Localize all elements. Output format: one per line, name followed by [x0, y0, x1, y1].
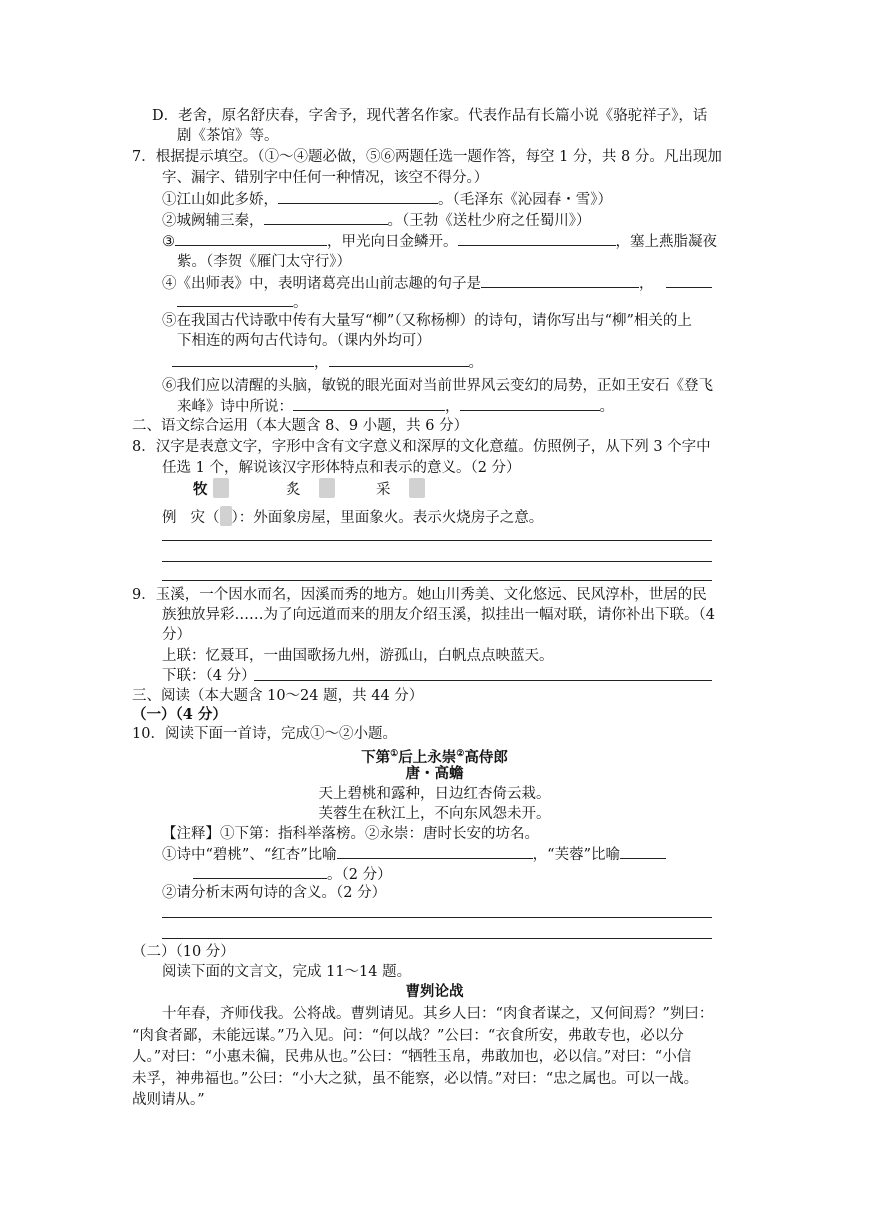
option-d-line1: D．老舍，原名舒庆春，字舍予，现代著名作家。代表作品有长篇小说《骆驼祥子》，话: [152, 108, 708, 124]
q8-char-2-text: 炙: [286, 482, 301, 498]
q7-item-3-num: ③: [162, 234, 175, 250]
q7-item-2-blank[interactable]: [264, 210, 388, 225]
q8-char-3-text: 采: [376, 482, 391, 498]
q8-answer-line-1[interactable]: [162, 540, 712, 541]
essay-title: 曹刿论战: [405, 983, 464, 1000]
q7-item-4-line2: [177, 292, 308, 313]
q9-answer-line[interactable]: [254, 680, 712, 681]
poem-note-ref-2: ②: [456, 749, 465, 759]
q7-item-5-blank-2[interactable]: [329, 352, 469, 367]
q7-item-6-comma: ，: [445, 399, 460, 415]
q7-item-5-end: 。: [468, 355, 483, 371]
q7-item-2-source: 。（王勃《送杜少府之任蜀川》）: [387, 213, 591, 229]
q10-stem: 10．阅读下面一首诗，完成①～②小题。: [132, 726, 397, 742]
q7-item-4-comma: ，: [639, 276, 654, 292]
q8-answer-line-2[interactable]: [162, 561, 712, 562]
essay-para-line-4: 未孚，神弗福也。”公曰：“小大之狱，虽不能察，必以情。”对曰：“忠之属也。可以一战。: [132, 1071, 699, 1087]
q7-item-3-line2: 紫。（李贺《雁门太守行》）: [177, 254, 351, 270]
essay-para-line-2: “肉食者鄙，未能远谋。”乃入见。问：“何以战？”公曰：“衣食所安，弗敢专也，必以分: [132, 1028, 684, 1044]
q9-stem-line1: 9．玉溪，一个因水而名，因溪而秀的地方。她山川秀美、文化悠远、民风淳朴，世居的民: [132, 587, 707, 603]
poem-note-ref-1: ①: [390, 749, 399, 759]
part-2-heading: （二）（10 分）: [132, 944, 235, 960]
q10-item-1-text: ①诗中“碧桃”、“红杏”比喻: [162, 847, 337, 863]
q7-item-1-source: 。（毛泽东《沁园春・雪》）: [438, 192, 612, 208]
q10-item-1-blank-1[interactable]: [337, 844, 533, 859]
q7-item-3: [162, 231, 717, 252]
option-d-line2: 剧《茶馆》等。: [177, 128, 279, 144]
q10-answer-line-2[interactable]: [162, 938, 712, 939]
ancient-glyph-zai-image: [220, 506, 232, 526]
ancient-glyph-mu-image: [213, 478, 229, 498]
poem-title-b: 后上永崇: [398, 748, 457, 766]
q7-item-6-text: 来峰》诗中所说：: [177, 399, 293, 415]
q7-item-4-end: 。: [293, 295, 308, 311]
q7-item-3-blank-1[interactable]: [175, 231, 327, 246]
q8-stem-line1: 8．汉字是表意文字，字形中含有文字意义和深厚的文化意蕴。仿照例子，从下列 3 个字中: [132, 439, 711, 455]
q7-item-5-blank-1[interactable]: [172, 352, 314, 367]
q7-item-4-text: ④《出师表》中，表明诸葛亮出山前志趣的句子是: [162, 276, 481, 292]
poem-line-1: 天上碧桃和露种，日边红杏倚云栽。: [318, 786, 551, 802]
q7-item-3-text: ，甲光向日金鳞开。: [327, 234, 458, 250]
q8-example-char: 灾（: [190, 510, 220, 526]
ancient-glyph-cai-image: [409, 478, 425, 498]
q7-item-6-blank-1[interactable]: [293, 396, 445, 411]
q10-item-1-blank-2[interactable]: [620, 844, 666, 859]
q8-answer-line-3[interactable]: [162, 580, 712, 581]
q10-answer-line-1[interactable]: [162, 917, 712, 918]
q7-item-3-text-2: ，塞上燕脂凝夜: [615, 234, 717, 250]
q7-item-4: [162, 273, 712, 294]
ancient-glyph-zhi-image: [319, 478, 335, 498]
q8-example: [162, 506, 543, 528]
q10-item-1-blank-3[interactable]: [193, 864, 327, 879]
q10-item-1: [162, 844, 666, 865]
q8-char-1: [193, 478, 229, 500]
poem-title-a: 下第: [361, 748, 391, 766]
q7-item-1-blank[interactable]: [278, 189, 438, 204]
section-3-heading: 三、阅读（本大题含 10～24 题，共 44 分）: [132, 688, 424, 704]
q8-example-label: 例: [162, 510, 177, 526]
part-1-heading: （一）（4 分）: [132, 706, 227, 723]
q9-stem-line2: 族独放异彩……为了向远道而来的朋友介绍玉溪，拟挂出一幅对联，请你补出下联。（4: [162, 607, 715, 623]
poem-line-2: 芙蓉生在秋江上，不向东风怨未开。: [318, 806, 551, 822]
essay-para-line-5: 战则请从。”: [132, 1092, 205, 1108]
q8-char-3: [376, 478, 425, 500]
poem-title-c: 高侍郎: [464, 748, 508, 766]
q7-item-4-blank-1[interactable]: [481, 273, 639, 288]
q7-item-6-blank-2[interactable]: [460, 396, 600, 411]
q8-stem-line2: 任选 1 个，解说该汉字形体特点和表示的意义。（2 分）: [162, 460, 521, 476]
q7-item-1: [162, 189, 612, 210]
q7-item-5-comma: ，: [314, 355, 329, 371]
q7-stem-line1: 7．根据提示填空。（①～④题必做，⑤⑥两题任选一题作答，每空 1 分，共 8 分。凡出现加: [132, 149, 722, 165]
q7-item-6-line2: [177, 396, 614, 417]
essay-para-line-3: 人。”对曰：“小惠未徧，民弗从也。”公曰：“牺牲玉帛，弗敢加也，必以信。”对曰：“小信: [132, 1049, 692, 1065]
q7-item-4-blank-2[interactable]: [666, 273, 712, 288]
q9-lower-label: 下联：（4 分）: [162, 668, 256, 684]
q7-item-5-line1: ⑤在我国古代诗歌中传有大量写“柳”（又称杨柳）的诗句，请你写出与“柳”相关的上: [162, 313, 692, 329]
q7-item-6-line1: ⑥我们应以清醒的头脑，敏锐的眼光面对当前世界风云变幻的局势，正如王安石《登飞: [162, 378, 713, 394]
q8-char-1-text: 牧: [193, 481, 208, 498]
q7-item-5-line2: 下相连的两句古代诗句。（课内外均可）: [177, 333, 431, 349]
q10-item-1-text-2: ，“芙蓉”比喻: [532, 847, 620, 863]
poem-author: 唐・高蟾: [405, 765, 464, 782]
q9-upper-couplet: 上联：忆聂耳，一曲国歌扬九州，游孤山，白帆点点映蓝天。: [162, 648, 554, 664]
q7-item-4-blank-3[interactable]: [177, 292, 293, 307]
poem-notes: 【注释】①下第：指科举落榜。②永崇：唐时长安的坊名。: [162, 826, 539, 842]
q7-item-2-text: ②城阙辅三秦，: [162, 213, 264, 229]
q7-item-2: [162, 210, 591, 231]
q7-stem-line2: 字、漏字、错别字中任何一种情况，该空不得分。）: [162, 170, 489, 186]
q7-item-1-text: ①江山如此多娇，: [162, 192, 278, 208]
essay-para-line-1: 十年春，齐师伐我。公将战。曹刿请见。其乡人曰：“肉食者谋之，又何间焉？”刿曰：: [162, 1006, 714, 1022]
q7-item-5-answer: [172, 352, 483, 373]
section-2-heading: 二、语文综合运用（本大题含 8、9 小题，共 6 分）: [132, 418, 469, 434]
q8-char-2: [286, 478, 335, 500]
q7-item-6-end: 。: [599, 399, 614, 415]
q9-lower-couplet: [162, 666, 256, 686]
q10-item-1-score: 。（2 分）: [327, 867, 392, 883]
q10-item-1-line2: [193, 864, 392, 885]
q9-stem-line3: 分）: [162, 627, 191, 643]
q7-item-3-blank-2[interactable]: [458, 231, 616, 246]
q10-item-2: ②请分析末两句诗的含义。（2 分）: [162, 885, 387, 901]
q8-example-text: ）：外面象房屋，里面象火。表示火烧房子之意。: [231, 510, 544, 526]
q11-stem: 阅读下面的文言文，完成 11～14 题。: [162, 964, 412, 980]
